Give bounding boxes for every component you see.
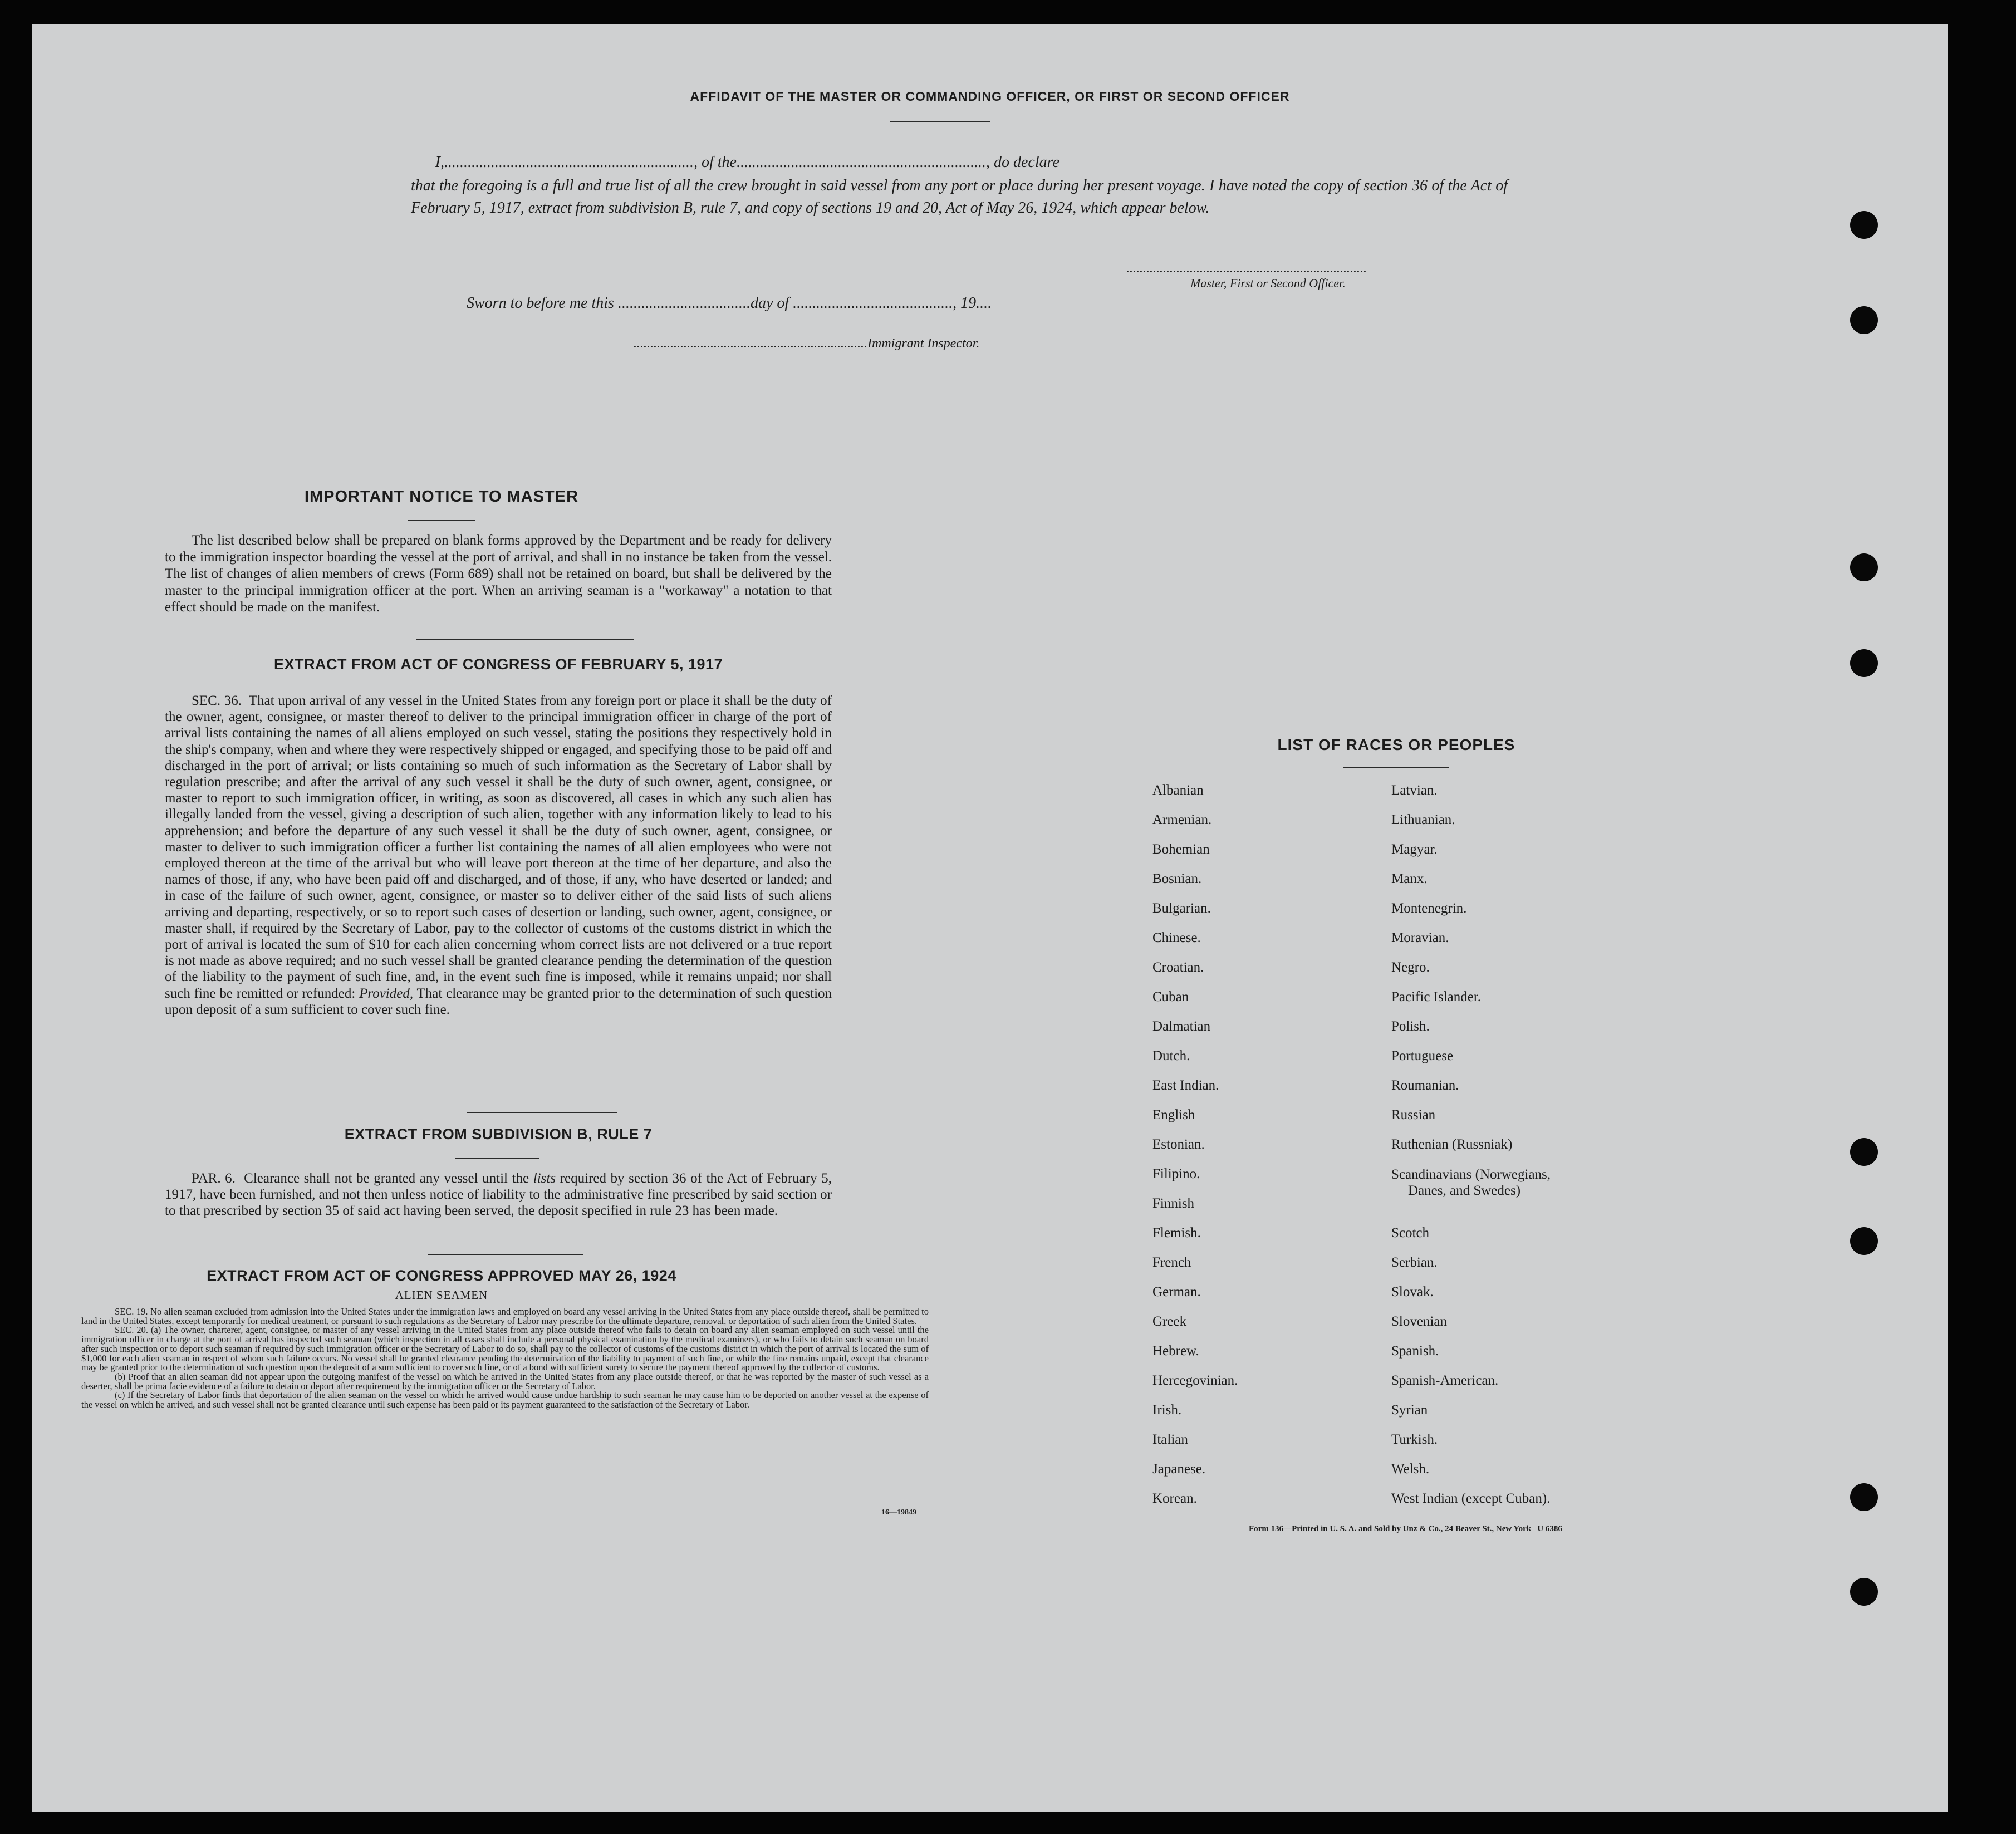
race-slovak: Slovak. <box>1391 1284 1434 1300</box>
punch-hole <box>1850 553 1878 581</box>
race-dalmatian: Dalmatian <box>1152 1019 1211 1034</box>
race-german: German. <box>1152 1284 1201 1300</box>
lists-word: lists <box>533 1171 556 1186</box>
race-montenegrin: Montenegrin. <box>1391 901 1467 916</box>
divider <box>1343 767 1449 768</box>
sworn-line <box>467 295 992 312</box>
race-bosnian: Bosnian. <box>1152 871 1202 886</box>
inspector-line <box>634 336 979 351</box>
notice-title: IMPORTANT NOTICE TO MASTER <box>304 488 579 506</box>
punch-hole <box>1850 211 1878 239</box>
affidavit-title: AFFIDAVIT OF THE MASTER OR COMMANDING OFFICER, OR FIRST OR SECOND OFFICER <box>690 89 1290 104</box>
divider <box>416 639 634 640</box>
declarant-prefix: I, <box>435 154 444 171</box>
rule-7-title: EXTRACT FROM SUBDIVISION B, RULE 7 <box>344 1126 653 1142</box>
race-slovenian: Slovenian <box>1391 1314 1447 1329</box>
race-flemish: Flemish. <box>1152 1225 1201 1240</box>
race-estonian: Estonian. <box>1152 1137 1205 1152</box>
rule-7-body <box>165 1170 832 1219</box>
race-irish: Irish. <box>1152 1403 1182 1418</box>
races-right-group-a <box>1391 783 1551 1166</box>
form-page <box>32 24 1948 1812</box>
inspector-signature-blank[interactable]: ...................................................................... <box>634 336 867 351</box>
race-turkish: Turkish. <box>1391 1432 1438 1447</box>
race-finnish: Finnish <box>1152 1196 1195 1211</box>
section-36-text-end: That clearance may be granted prior to the determination of such question upon deposit of a sum sufficient to cover such fine. <box>165 985 832 1017</box>
races-right-group-b <box>1391 1225 1551 1521</box>
affidavit-body: that the foregoing is a full and true list of all the crew brought in said vessel from any port or place during her present voyage. I have noted the copy of section 36 of the Act of February 5, 1917, extract from subdivision B, rule 7, and copy of sections 19 and 20, Act of May 26, 1924, which appear below. <box>411 177 1508 217</box>
race-chinese: Chinese. <box>1152 930 1201 945</box>
race-scotch: Scotch <box>1391 1225 1430 1240</box>
race-ruthenian-russniak: Ruthenian (Russniak) <box>1391 1137 1513 1152</box>
divider <box>408 520 475 521</box>
race-spanish: Spanish. <box>1391 1343 1439 1359</box>
race-hercegovinian: Hercegovinian. <box>1152 1373 1238 1388</box>
race-welsh: Welsh. <box>1391 1462 1430 1477</box>
sworn-month-blank[interactable]: ......................................... <box>793 295 953 312</box>
race-english: English <box>1152 1107 1195 1122</box>
section-36-text: That upon arrival of any vessel in the United States from any foreign port or place it shall be the duty of the owner, agent, consignee, or master thereof to deliver to the principal immigration officer in charge of the port of arrival lists containing the names of all aliens employed on such vessel, stating the positions they respectively hold in the ship's company, when and where they were respectively shipped or engaged, and specifying those to be paid off and discharged in the port of arrival; or lists containing so much of such information as the Secretary of Labor shall by regulation prescribe; and after the arrival of any such vessel it shall be the duty of such owner, agent, consignee, or master to report to such immigration officer, in writing, as soon as discovered, all cases in which any such alien has illegally landed from the vessel, giving a description of such alien, together with any information likely to lead to his apprehension; and before the departure of any such vessel it shall be the duty of such owner, agent, consignee, or master to deliver to such immigration officer a further list containing the names of all alien employees who were not employed thereon at the time of the arrival but who will leave port thereon at the time of her departure, and also the names of those, if any, who have been paid off and discharged, and of those, if any, who have deserted or landed; and in case of the failure of such owner, agent, consignee, or master so to deliver either of the said lists of such aliens arriving and departing, respectively, or so to report such cases of desertion or landing, such owner, agent, consignee, or master shall, if required by the Secretary of Labor, pay to the collector of customs of the customs district in which the port of arrival is located the sum of $10 for each alien concerning whom correct lists are not delivered or a true report is not made as above required; and no such vessel shall be granted clearance pending the determination of the question of the liability to the payment of such fine, and, in the event such fine is imposed, while it remains unpaid; nor shall such fine be remitted or refunded: <box>165 693 832 1001</box>
divider <box>455 1158 539 1159</box>
punch-hole <box>1850 1138 1878 1166</box>
declare-label: , do declare <box>986 154 1059 171</box>
race-russian: Russian <box>1391 1107 1436 1122</box>
race-lithuanian: Lithuanian. <box>1391 812 1455 827</box>
race-scandinavians-line2: Danes, and Swedes) <box>1408 1183 1521 1198</box>
paragraph-6-label: PAR. 6. <box>192 1171 236 1186</box>
race-negro: Negro. <box>1391 960 1430 975</box>
race-west-indian-except-cuban: West Indian (except Cuban). <box>1391 1491 1551 1506</box>
races-left-column <box>1152 783 1238 1521</box>
race-bulgarian: Bulgarian. <box>1152 901 1211 916</box>
divider <box>467 1112 617 1113</box>
race-moravian: Moravian. <box>1391 930 1449 945</box>
race-japanese: Japanese. <box>1152 1462 1206 1477</box>
divider <box>890 121 990 122</box>
race-greek: Greek <box>1152 1314 1187 1329</box>
extract-1917-body <box>165 693 832 1018</box>
provided-label: Provided, <box>359 985 414 1001</box>
section-20a-text: SEC. 20. (a) The owner, charterer, agent, consignee, or master of any vessel arriving in the United States from any place outside thereof who fails to detain on board any alien seaman employed on such vessel until the immigration officer in charge at the port of arrival has inspected such seaman (which inspection in all cases shall include a personal physical examination by the medical examiners), or who fails to detain such seaman on board after such inspection or to deport such seaman if required by such immigration officer or the Secretary of Labor to do so, shall pay to the collector of customs of the customs district in which the port of arrival is located the sum of $1,000 for each alien seaman in respect of whom such failure occurs. No vessel shall be granted clearance pending the determination of the liability to payment of such fine, or while the fine remains unpaid, except that clearance may be granted prior to the determination of such question upon the deposit of a sum sufficient to cover such fine, or of a bond with sufficient surety to secure the payment thereof approved by the collector of customs. <box>81 1325 929 1373</box>
extract-1924-title: EXTRACT FROM ACT OF CONGRESS APPROVED MAY 26, 1924 <box>207 1267 676 1284</box>
divider <box>428 1254 583 1255</box>
rule-7-text-b: required by section 36 of the Act of February 5, 1917, have been furnished, and not then unless notice of liability to the administrative fine prescribed by said section or to that prescribed by section 35 of said act having been served, the deposit specified in rule 23 has been made. <box>165 1171 832 1218</box>
race-portuguese: Portuguese <box>1391 1048 1454 1063</box>
sworn-year-blank[interactable]: .... <box>976 295 992 312</box>
race-hebrew: Hebrew. <box>1152 1343 1199 1359</box>
day-of-label: day of <box>750 295 789 312</box>
race-scandinavians <box>1391 1166 1551 1225</box>
section-19-text: SEC. 19. No alien seaman excluded from admission into the United States under the immigration laws and employed on board any vessel arriving in the United States from any place outside thereof, shall be permitted to land in the United States, except temporarily for medical treatment, or pursuant to such regulations as the Secretary of Labor may prescribe for the ultimate departure, removal, or deportation of such alien from the United States. <box>81 1306 929 1326</box>
race-korean: Korean. <box>1152 1491 1197 1506</box>
race-serbian: Serbian. <box>1391 1255 1438 1270</box>
form-footer: Form 136—Printed in U. S. A. and Sold by Unz & Co., 24 Beaver St., New York U 6386 <box>1249 1524 1562 1533</box>
sworn-label: Sworn to before me this <box>467 295 614 312</box>
signature-label: Master, First or Second Officer. <box>1190 276 1346 290</box>
affidavit-declaration-line <box>411 151 1508 174</box>
punch-hole <box>1850 1227 1878 1255</box>
punch-hole <box>1850 1483 1878 1511</box>
print-code: 16—19849 <box>881 1508 916 1517</box>
section-20b-text: (b) Proof that an alien seaman did not appear upon the outgoing manifest of the vessel on which he arrived in the United States from any place outside thereof, or that he was reported by the master of such vessel as a deserter, shall be prima facie evidence of a failure to detain or deport after requirement by the immigration officer or the Secretary of Labor. <box>81 1371 929 1391</box>
race-syrian: Syrian <box>1391 1403 1428 1418</box>
race-croatian: Croatian. <box>1152 960 1204 975</box>
race-armenian: Armenian. <box>1152 812 1212 827</box>
race-scandinavians-line1: Scandinavians (Norwegians, <box>1391 1167 1551 1182</box>
race-east-indian: East Indian. <box>1152 1078 1219 1093</box>
race-manx: Manx. <box>1391 871 1428 886</box>
section-20c-text: (c) If the Secretary of Labor finds that deportation of the alien seaman on the vessel on which he arrived would cause undue hardship to such seaman he may cause him to be deported on another vessel at the expense of the vessel on which he arrived, and such vessel shall not be granted clearance until such expense has been paid or its payment guaranteed to the satisfaction of the Secretary of Labor. <box>81 1390 929 1410</box>
race-spanish-american: Spanish-American. <box>1391 1373 1499 1388</box>
inspector-label: Immigrant Inspector. <box>867 336 980 351</box>
punch-hole <box>1850 649 1878 677</box>
vessel-name-blank[interactable]: ................................................................ <box>737 154 986 171</box>
race-cuban: Cuban <box>1152 989 1189 1004</box>
sworn-day-blank[interactable]: .................................. <box>617 295 751 312</box>
section-36-label: SEC. 36. <box>192 693 242 708</box>
signature-blank[interactable]: ........................................................................ <box>1126 261 1367 276</box>
race-pacific-islander: Pacific Islander. <box>1391 989 1482 1004</box>
race-latvian: Latvian. <box>1391 783 1438 798</box>
race-dutch: Dutch. <box>1152 1048 1190 1063</box>
notice-body: The list described below shall be prepared on blank forms approved by the Department and be ready for delivery to the immigration inspector boarding the vessel at the port of arrival, and shall in no instance be taken from the vessel. The list of changes of alien members of crews (Form 689) shall not be retained on board, but shall be delivered by the master to the principal immigration officer at the port. When an arriving seaman is a "workaway" a notation to that effect should be made on the manifest. <box>165 533 832 615</box>
extract-1917-title: EXTRACT FROM ACT OF CONGRESS OF FEBRUARY 5, 1917 <box>273 656 723 673</box>
race-polish: Polish. <box>1391 1019 1430 1034</box>
race-filipino: Filipino. <box>1152 1166 1200 1181</box>
race-albanian: Albanian <box>1152 783 1204 798</box>
race-magyar: Magyar. <box>1391 842 1438 857</box>
year-prefix: , 19 <box>953 295 977 312</box>
race-roumanian: Roumanian. <box>1391 1078 1459 1093</box>
rule-7-text-a: Clearance shall not be granted any vessel until the <box>244 1171 529 1186</box>
races-right-column <box>1391 783 1551 1521</box>
of-the-label: , of the <box>694 154 737 171</box>
races-title: LIST OF RACES OR PEOPLES <box>1277 736 1515 753</box>
declarant-name-blank[interactable]: ................................................................ <box>444 154 694 171</box>
race-french: French <box>1152 1255 1191 1270</box>
punch-hole <box>1850 306 1878 334</box>
extract-1924-body <box>81 1307 929 1410</box>
race-italian: Italian <box>1152 1432 1188 1447</box>
extract-1924-subtitle: ALIEN SEAMEN <box>395 1288 488 1302</box>
punch-hole <box>1850 1578 1878 1606</box>
race-bohemian: Bohemian <box>1152 842 1210 857</box>
